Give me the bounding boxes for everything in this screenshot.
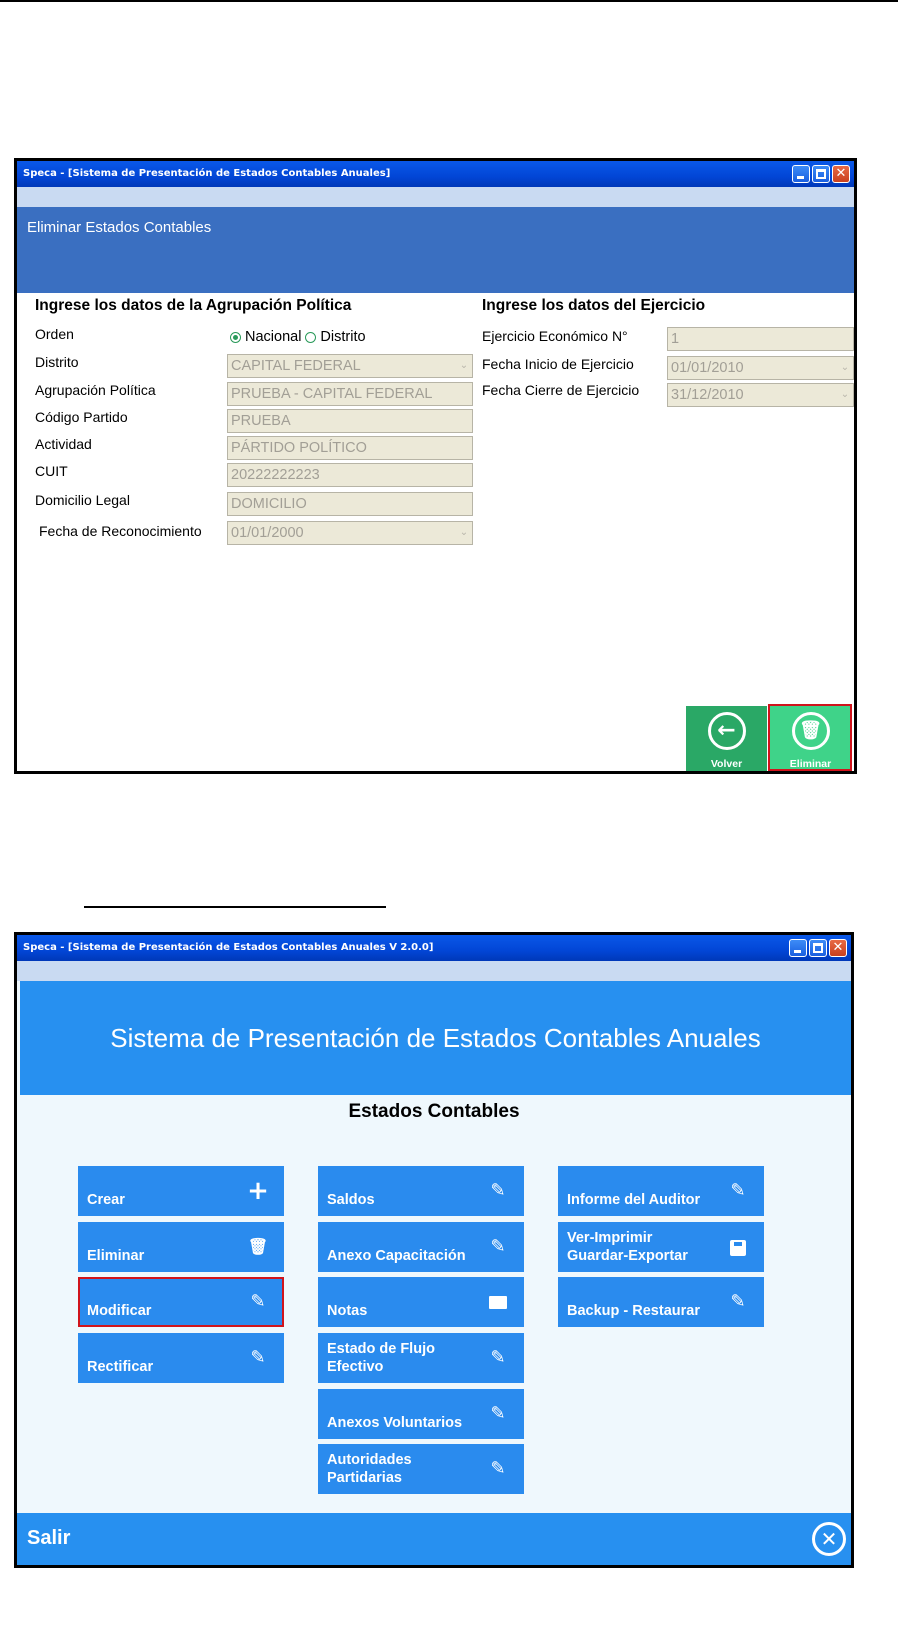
maximize-icon xyxy=(813,943,823,953)
agrupacion-heading: Ingrese los datos de la Agrupación Política xyxy=(35,297,352,314)
orden-radio-group xyxy=(230,329,366,345)
eliminar-tile[interactable] xyxy=(78,1222,284,1272)
salir-button[interactable]: Salir xyxy=(27,1527,71,1549)
distrito-label: Distrito xyxy=(35,354,79,370)
autoridades-partidarias-label xyxy=(327,1451,412,1487)
estado-flujo-efectivo-tile[interactable] xyxy=(318,1333,524,1383)
autoridades-partidarias-tile[interactable] xyxy=(318,1444,524,1494)
eliminar-label: Eliminar xyxy=(87,1248,145,1264)
menu-strip xyxy=(17,187,854,207)
ver-imprimir-tile[interactable] xyxy=(558,1222,764,1272)
plus-icon: + xyxy=(247,1176,269,1206)
app-title: Sistema de Presentación de Estados Contables Anuales xyxy=(110,1023,761,1053)
anexos-voluntarios-tile[interactable] xyxy=(318,1389,524,1439)
distrito-select[interactable] xyxy=(227,354,473,378)
window-controls xyxy=(789,939,847,957)
estado-flujo-line1: Estado de Flujo xyxy=(327,1341,435,1357)
orden-label: Orden xyxy=(35,326,74,342)
eliminar-window xyxy=(14,158,857,774)
highlight-modificar xyxy=(78,1277,284,1327)
fecha-reconocimiento-label: Fecha de Reconocimiento xyxy=(39,523,202,539)
actividad-label: Actividad xyxy=(35,436,92,452)
fecha-inicio-value: 01/01/2010 xyxy=(671,360,744,376)
cuit-field[interactable]: 20222222223 xyxy=(227,463,473,487)
anexo-capacitacion-label: Anexo Capacitación xyxy=(327,1248,466,1264)
volver-button[interactable] xyxy=(686,706,767,774)
codigo-label: Código Partido xyxy=(35,409,128,425)
pencil-icon: ✎ xyxy=(490,1458,506,1479)
rectificar-label: Rectificar xyxy=(87,1359,154,1375)
fecha-inicio-select[interactable] xyxy=(667,356,854,380)
backup-restaurar-tile[interactable] xyxy=(558,1277,764,1327)
page-title: Eliminar Estados Contables xyxy=(27,219,212,236)
footer-bar xyxy=(17,1513,851,1565)
app-banner xyxy=(20,981,851,1095)
window-title: Speca - [Sistema de Presentación de Estados Contables Anuales] xyxy=(17,161,854,187)
cuit-label: CUIT xyxy=(35,463,68,479)
ver-imprimir-line2: Guardar-Exportar xyxy=(567,1248,688,1264)
chevron-down-icon: ⌄ xyxy=(459,360,469,371)
estados-contables-window xyxy=(14,932,854,1568)
eliminar-label: Eliminar xyxy=(789,758,832,770)
maximize-button[interactable] xyxy=(812,165,830,183)
fecha-reconocimiento-select[interactable] xyxy=(227,521,473,545)
notas-label: Notas xyxy=(327,1303,368,1319)
ejercicio-numero-label: Ejercicio Económico N° xyxy=(482,328,628,344)
chevron-down-icon: ⌄ xyxy=(459,527,469,538)
fecha-cierre-select[interactable] xyxy=(667,383,854,407)
page-header xyxy=(17,207,854,293)
actividad-field[interactable]: PÁRTIDO POLÍTICO xyxy=(227,436,473,460)
volver-label: Volver xyxy=(710,758,743,770)
anexos-voluntarios-label: Anexos Voluntarios xyxy=(327,1415,463,1431)
pencil-icon: ✎ xyxy=(490,1347,506,1368)
pencil-icon: ✎ xyxy=(730,1180,746,1201)
fecha-inicio-label: Fecha Inicio de Ejercicio xyxy=(482,356,634,372)
chevron-down-icon: ⌄ xyxy=(840,362,850,373)
fecha-cierre-value: 31/12/2010 xyxy=(671,387,744,403)
minimize-button[interactable] xyxy=(792,165,810,183)
close-button[interactable] xyxy=(829,939,847,957)
fecha-cierre-label: Fecha Cierre de Ejercicio xyxy=(482,382,640,398)
close-button[interactable] xyxy=(832,165,850,183)
pencil-icon: ✎ xyxy=(490,1180,506,1201)
maximize-icon xyxy=(816,169,826,179)
autoridades-line2: Partidarias xyxy=(327,1470,402,1486)
fecha-reconocimiento-value: 01/01/2000 xyxy=(231,525,304,541)
section-title: Estados Contables xyxy=(348,1101,520,1122)
ejercicio-heading: Ingrese los datos del Ejercicio xyxy=(482,297,706,314)
estado-flujo-efectivo-label xyxy=(327,1340,435,1376)
ejercicio-numero-field[interactable]: 1 xyxy=(667,327,854,351)
ver-imprimir-line1: Ver-Imprimir xyxy=(567,1230,653,1246)
ver-imprimir-label xyxy=(567,1229,688,1265)
close-icon[interactable]: ✕ xyxy=(812,1522,846,1556)
minimize-icon xyxy=(794,950,801,953)
codigo-field[interactable]: PRUEBA xyxy=(227,409,473,433)
saldos-label: Saldos xyxy=(327,1192,375,1208)
close-icon: ✕ xyxy=(832,940,844,955)
distrito-value: CAPITAL FEDERAL xyxy=(231,358,361,374)
estado-flujo-line2: Efectivo xyxy=(327,1359,384,1375)
folder-icon xyxy=(486,1291,510,1315)
menu-strip xyxy=(17,961,851,981)
agrupacion-label: Agrupación Política xyxy=(35,382,156,398)
radio-nacional-label: Nacional xyxy=(245,329,302,345)
chevron-down-icon: ⌄ xyxy=(840,389,850,400)
trash-icon: 🗑 xyxy=(247,1237,269,1256)
maximize-button[interactable] xyxy=(809,939,827,957)
close-icon: ✕ xyxy=(835,166,847,181)
saldos-tile[interactable] xyxy=(318,1166,524,1216)
highlight-eliminar xyxy=(768,704,852,771)
radio-distrito[interactable] xyxy=(305,332,316,343)
agrupacion-field[interactable]: PRUEBA - CAPITAL FEDERAL xyxy=(227,382,473,406)
pencil-icon: ✎ xyxy=(490,1403,506,1424)
notas-tile[interactable] xyxy=(318,1277,524,1327)
rectificar-tile[interactable] xyxy=(78,1333,284,1383)
crear-tile[interactable] xyxy=(78,1166,284,1216)
pencil-icon: ✎ xyxy=(250,1291,266,1312)
domicilio-field[interactable]: DOMICILIO xyxy=(227,492,473,516)
radio-distrito-label: Distrito xyxy=(320,329,366,345)
crear-label: Crear xyxy=(87,1192,125,1208)
informe-auditor-label: Informe del Auditor xyxy=(567,1192,701,1208)
trash-icon: 🗑 xyxy=(792,712,830,750)
backup-restaurar-label: Backup - Restaurar xyxy=(567,1303,700,1319)
section-underline xyxy=(84,906,386,908)
minimize-button[interactable] xyxy=(789,939,807,957)
save-icon xyxy=(726,1236,750,1260)
window-title: Speca - [Sistema de Presentación de Estados Contables Anuales V 2.0.0] xyxy=(17,935,851,961)
page-top-rule xyxy=(0,0,898,2)
modificar-label: Modificar xyxy=(87,1303,152,1319)
minimize-icon xyxy=(797,176,804,179)
arrow-left-icon: ← xyxy=(708,712,746,750)
window-controls xyxy=(792,165,850,183)
pencil-icon: ✎ xyxy=(490,1236,506,1257)
informe-auditor-tile[interactable] xyxy=(558,1166,764,1216)
radio-nacional[interactable] xyxy=(230,332,241,343)
autoridades-line1: Autoridades xyxy=(327,1452,412,1468)
domicilio-label: Domicilio Legal xyxy=(35,492,130,508)
pencil-icon: ✎ xyxy=(730,1291,746,1312)
anexo-capacitacion-tile[interactable] xyxy=(318,1222,524,1272)
pencil-icon: ✎ xyxy=(250,1347,266,1368)
